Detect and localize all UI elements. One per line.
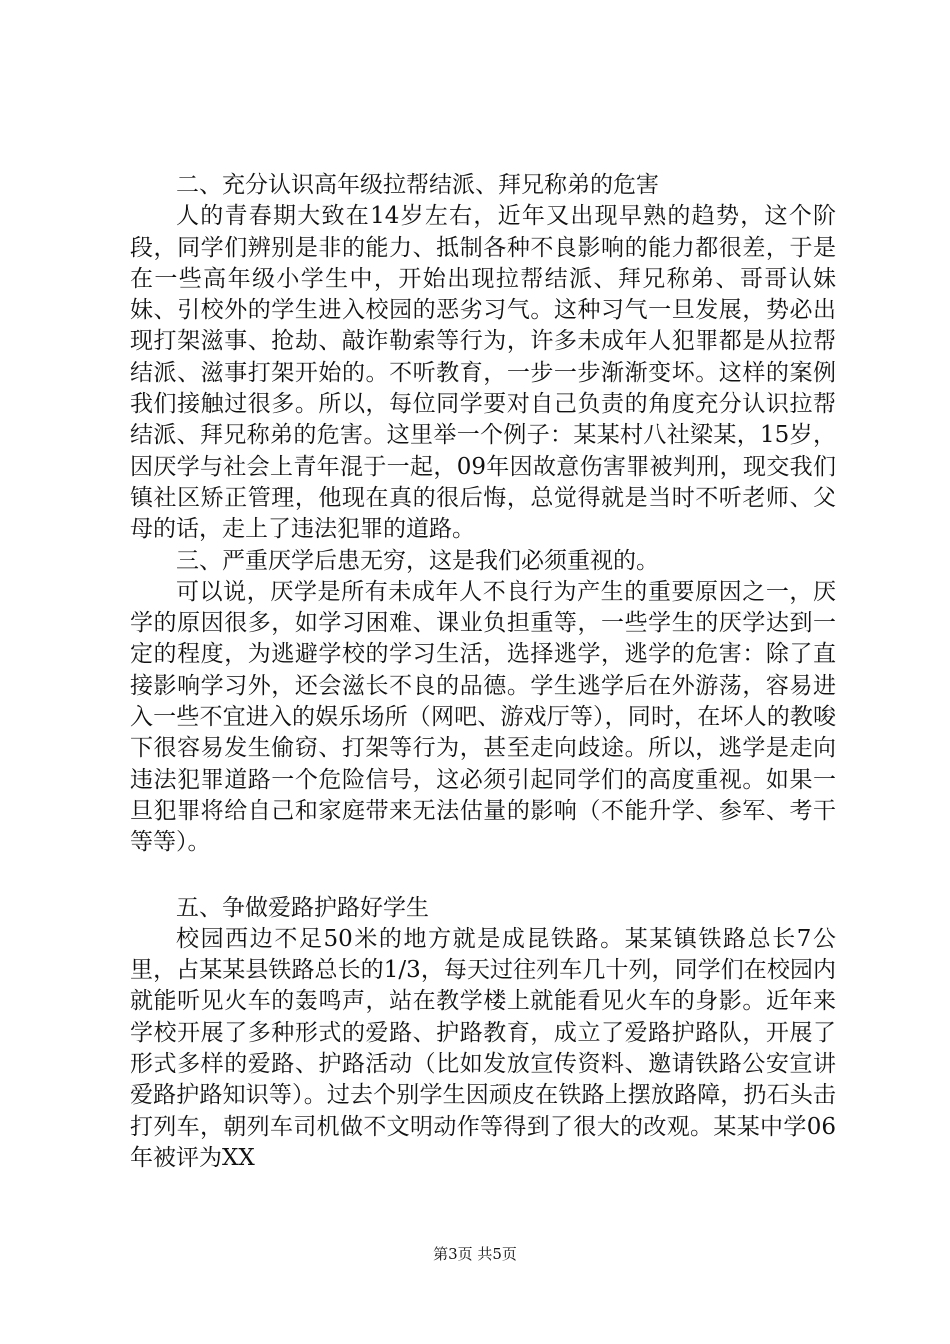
document-body — [130, 170, 836, 1174]
section-body-5: 校园西边不足50米的地方就是成昆铁路。某某镇铁路总长7公里，占某某县铁路总长的1/3，每天过往列车几十列，同学们在校园内就能听见火车的轰鸣声，站在教学楼上就能看见火车的身影。近年来学校开展了多种形式的爱路、护路教育，成立了爱路护路队，开展了形式多样的爱路、护路活动（比如发放宣传资料、邀请铁路公安宣讲爱路护路知识等）。过去个别学生因顽皮在铁路上摆放路障，扔石头击打列车，朝列车司机做不文明动作等得到了很大的改观。某某中学06年被评为XX — [130, 925, 836, 1171]
section-body-2: 人的青春期大致在14岁左右，近年又出现早熟的趋势，这个阶段，同学们辨别是非的能力、抵制各种不良影响的能力都很差，于是在一些高年级小学生中，开始出现拉帮结派、拜兄称弟、哥哥认妹妹、引校外的学生进入校园的恶劣习气。这种习气一旦发展，势必出现打架滋事、抢劫、敲诈勒索等行为，许多未成年人犯罪都是从拉帮结派、滋事打架开始的。不听教育，一步一步渐渐变坏。这样的案例我们接触过很多。所以，每位同学要对自己负责的角度充分认识拉帮结派、拜兄称弟的危害。这里举一个例子：某某村八社梁某，15岁，因厌学与社会上青年混于一起，09年因故意伤害罪被判刑，现交我们镇社区矫正管理，他现在真的很后悔，总觉得就是当时不听老师、父母的话，走上了违法犯罪的道路。 — [130, 203, 836, 543]
section-gap — [130, 859, 836, 893]
section-heading-5: 五、争做爱路护路好学生 — [176, 894, 429, 921]
section-body-3: 可以说，厌学是所有未成年人不良行为产生的重要原因之一，厌学的原因很多，如学习困难、课业负担重等，一些学生的厌学达到一定的程度，为逃避学校的学习生活，选择逃学，逃学的危害：除了直接影响学习外，还会滋长不良的品德。学生逃学后在外游荡，容易进入一些不宜进入的娱乐场所（网吧、游戏厅等），同时，在坏人的教唆下很容易发生偷窃、打架等行为，甚至走向歧途。所以，逃学是走向违法犯罪道路一个危险信号，这必须引起同学们的高度重视。如果一旦犯罪将给自己和家庭带来无法估量的影响（不能升学、参军、考干等等）。 — [130, 578, 836, 856]
section-heading-3: 三、严重厌学后患无穷，这是我们必须重视的。 — [176, 547, 659, 574]
section-heading-2: 二、充分认识高年级拉帮结派、拜兄称弟的危害 — [176, 172, 659, 198]
page-footer: 第3页 共5页 — [433, 1245, 517, 1263]
